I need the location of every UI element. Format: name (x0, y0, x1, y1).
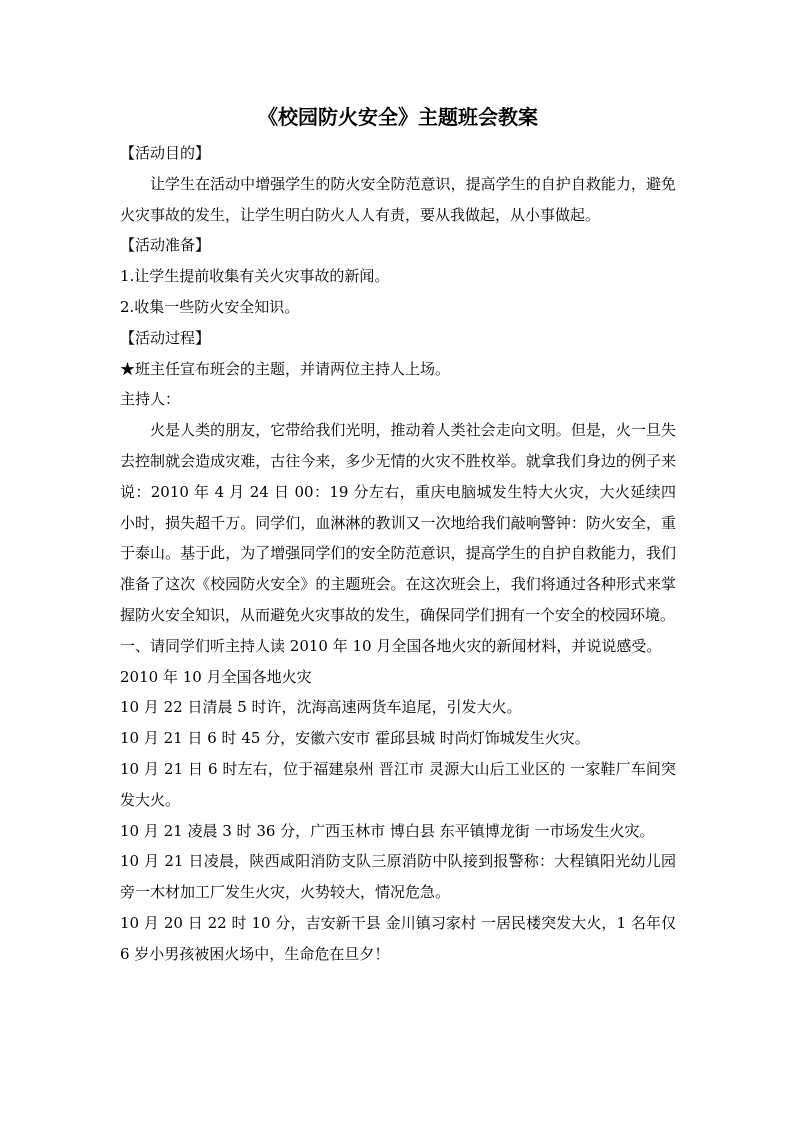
prep-item: 1.让学生提前收集有关火灾事故的新闻。 (120, 267, 390, 286)
news-item: 10 月 21 日凌晨，陕西咸阳消防支队三原消防中队接到报警称：大程镇阳光幼儿园旁一木材加工厂发生火灾，火势较大，情况危急。 (120, 852, 676, 902)
news-item: 10 月 21 日 6 时左右，位于福建泉州 晋江市 灵源大山后工业区的 一家鞋厂车间突发大火。 (120, 759, 676, 809)
purpose-paragraph: 让学生在活动中增强学生的防火安全防范意识，提高学生的自护自救能力，避免火灾事故的发生，让学生明白防火人人有责，要从我做起，从小事做起。 (120, 174, 676, 224)
news-heading: 2010 年 10 月全国各地火灾 (120, 667, 312, 686)
step-one: 一、请同学们听主持人读 2010 年 10 月全国各地火灾的新闻材料，并说说感受。 (120, 636, 662, 655)
section-heading-purpose: 【活动目的】 (120, 144, 211, 162)
host-label: 主持人： (120, 390, 181, 409)
document-body (120, 100, 676, 970)
host-paragraph: 火是人类的朋友，它带给我们光明，推动着人类社会走向文明。但是，火一旦失去控制就会造成灾难，古往今来，多少无情的火灾不胜枚举。就拿我们身边的例子来说：2010 年 4 月 24 日 00：19 分左右，重庆电脑城发生特大火灾，大火延续四小时，损失超千万。同学们，血淋淋的教训又一次地给我们敲响警钟：防火安全，重于泰山。基于此，为了增强同学们的安全防范意识，提高学生的自护自救能力，我们准备了这次《校园防火安全》的主题班会。在这次班会上，我们将通过各种形式来掌握防火安全知识，从而避免火灾事故的发生，确保同学们拥有一个安全的校园环境。 (120, 421, 676, 624)
news-item: 10 月 20 日 22 时 10 分，吉安新干县 金川镇习家村 一居民楼突发大火，1 名年仅 6 岁小男孩被困火场中，生命危在旦夕！ (120, 913, 676, 963)
section-heading-process: 【活动过程】 (120, 328, 211, 347)
news-item: 10 月 21 日 6 时 45 分，安徽六安市 霍邱县城 时尚灯饰城发生火灾。 (120, 729, 590, 748)
prep-item: 2.收集一些防火安全知识。 (120, 297, 300, 316)
document-title: 《校园防火安全》主题班会教案 (258, 105, 538, 129)
news-item: 10 月 21 凌晨 3 时 36 分，广西玉林市 博白县 东平镇博龙街 一市场发生火灾。 (120, 821, 655, 840)
process-announcement: ★班主任宣布班会的主题，并请两位主持人上场。 (120, 359, 451, 378)
news-item: 10 月 22 日清晨 5 时许，沈海高速两货车追尾，引发大火。 (120, 698, 522, 717)
section-heading-preparation: 【活动准备】 (120, 236, 211, 255)
